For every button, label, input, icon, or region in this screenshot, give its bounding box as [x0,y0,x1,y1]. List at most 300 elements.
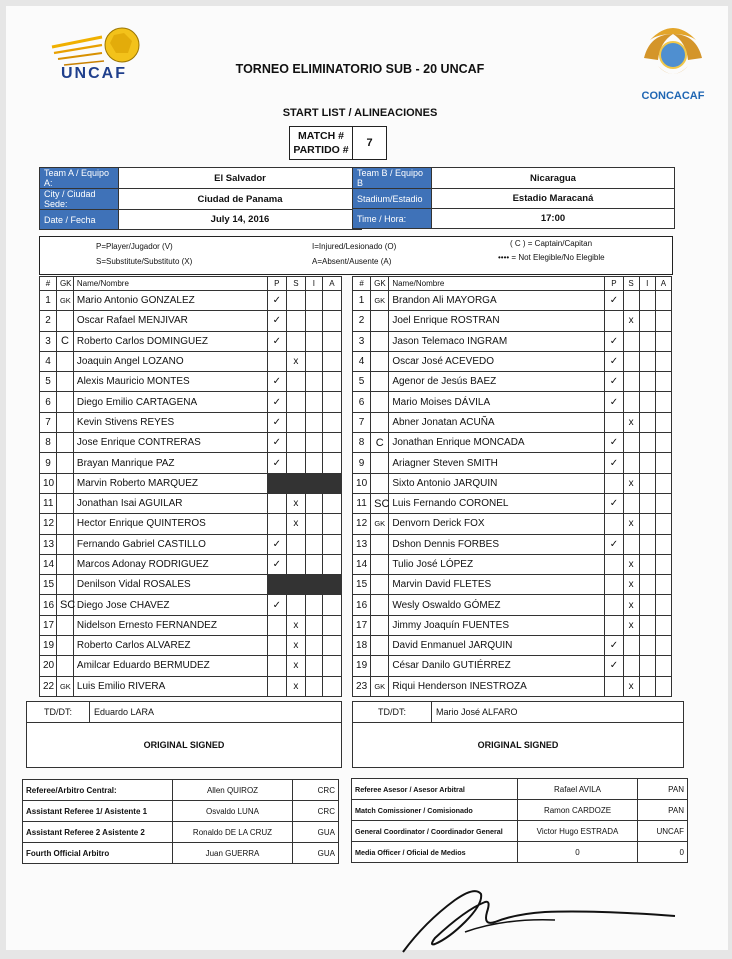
player-number: 16 [40,595,57,615]
player-number: 13 [353,534,371,554]
player-role-tag [371,575,389,595]
roster-row [353,311,672,331]
official-role: General Coordinator / Coordinador General [352,821,518,842]
officials-left [22,779,339,864]
official-name: Rafael AVILA [518,779,638,800]
mark-substitute [286,291,305,311]
mark-absent [655,636,671,656]
player-role-tag: GK [371,514,389,534]
official-country: CRC [293,780,339,801]
player-number: 10 [353,473,371,493]
mark-absent [655,372,671,392]
mark-player [267,676,286,696]
mark-injured [639,372,655,392]
mark-substitute: x [286,636,305,656]
roster-row [353,351,672,371]
mark-injured [639,534,655,554]
mark-injured [305,493,322,513]
mark-player [605,514,623,534]
player-name: Joaquin Angel LOZANO [73,351,267,371]
mark-injured [639,433,655,453]
official-country: GUA [293,822,339,843]
mark-substitute [286,554,305,574]
roster-row [353,615,672,635]
official-row [23,801,339,822]
official-name: Victor Hugo ESTRADA [518,821,638,842]
mark-substitute [286,595,305,615]
mark-player [605,575,623,595]
mark-injured [639,412,655,432]
player-name: Oscar José ACEVEDO [389,351,605,371]
time-value: 17:00 [432,209,675,229]
mark-player [605,473,623,493]
player-role-tag: GK [371,291,389,311]
mark-player [605,412,623,432]
player-role-tag [56,351,73,371]
mark-injured [639,493,655,513]
mark-absent [655,534,671,554]
official-role: Referee Asesor / Asesor Arbitral [352,779,518,800]
mark-player: ✓ [605,534,623,554]
player-role-tag [371,392,389,412]
stadium-label: Stadium/Estadio [353,189,432,209]
official-role: Fourth Official Arbitro [23,843,173,864]
player-number: 4 [353,351,371,371]
mark-injured [305,676,322,696]
player-role-tag [56,514,73,534]
coach-name: Eduardo LARA [90,702,342,723]
mark-injured [639,351,655,371]
player-role-tag: GK [56,676,73,696]
mark-substitute [623,534,639,554]
mark-injured [639,311,655,331]
player-number: 17 [353,615,371,635]
official-name: Allen QUIROZ [173,780,293,801]
player-number: 2 [353,311,371,331]
mark-substitute: x [623,575,639,595]
player-role-tag [371,412,389,432]
mark-absent [322,453,341,473]
team-a-label: Team A / Equipo A: [40,168,119,189]
roster-row [40,514,342,534]
roster-row [353,656,672,676]
player-number: 20 [40,656,57,676]
player-name: Abner Jonatan ACUÑA [389,412,605,432]
player-number: 11 [40,493,57,513]
mark-absent [655,351,671,371]
mark-absent [322,615,341,635]
player-number: 14 [353,554,371,574]
roster-row [40,412,342,432]
tournament-title: TORNEO ELIMINATORIO SUB - 20 UNCAF [235,62,485,76]
mark-injured [305,372,322,392]
mark-substitute: x [623,514,639,534]
col-num: # [353,277,371,291]
official-role: Match Comissioner / Comisionado [352,800,518,821]
mark-injured [305,331,322,351]
roster-row [40,493,342,513]
mark-injured [639,473,655,493]
col-name: Name/Nombre [73,277,267,291]
mark-substitute [623,331,639,351]
roster-row [40,372,342,392]
player-role-tag [56,433,73,453]
player-role-tag: GK [56,291,73,311]
player-name: Mario Antonio GONZALEZ [73,291,267,311]
city-value: Ciudad de Panama [119,189,362,210]
player-name: Jonathan Isai AGUILAR [73,493,267,513]
player-number: 17 [40,615,57,635]
official-country: PAN [638,800,688,821]
player-number: 12 [353,514,371,534]
mark-player [267,351,286,371]
mark-injured [639,554,655,574]
player-name: Alexis Mauricio MONTES [73,372,267,392]
mark-absent [655,331,671,351]
player-role-tag [371,453,389,473]
uncaf-logo [44,25,144,89]
player-number: 14 [40,554,57,574]
match-label: MATCH # PARTIDO # [290,127,353,159]
mark-player: ✓ [605,351,623,371]
mark-substitute [286,331,305,351]
player-number: 19 [353,656,371,676]
roster-row [40,291,342,311]
roster-row [40,636,342,656]
mark-injured [305,433,322,453]
coach-label: TD/DT: [27,702,90,723]
col-p: P [605,277,623,291]
mark-injured [639,392,655,412]
player-role-tag [371,331,389,351]
mark-player [605,676,623,696]
mark-injured [305,534,322,554]
official-row [352,842,688,863]
official-row [352,779,688,800]
player-name: Denilson Vidal ROSALES [73,575,267,595]
roster-row [353,433,672,453]
player-number: 3 [353,331,371,351]
mark-substitute [623,433,639,453]
player-role-tag: SC [371,493,389,513]
mark-injured [639,291,655,311]
mark-injured [305,636,322,656]
roster-row [353,554,672,574]
team-b-coach [352,701,684,768]
original-signed: ORIGINAL SIGNED [353,723,684,768]
official-name: Ronaldo DE LA CRUZ [173,822,293,843]
mark-substitute [623,392,639,412]
roster-row [353,493,672,513]
player-role-tag [371,534,389,554]
mark-absent [655,493,671,513]
mark-absent [655,311,671,331]
player-role-tag: C [56,331,73,351]
mark-injured [305,554,322,574]
mark-player: ✓ [605,656,623,676]
player-name: Marvin David FLETES [389,575,605,595]
mark-absent [322,676,341,696]
col-i: I [305,277,322,291]
mark-player: ✓ [605,331,623,351]
mark-substitute [623,372,639,392]
not-eligible-block [267,473,341,493]
team-b-name: Nicaragua [432,168,675,189]
roster-row [353,392,672,412]
player-role-tag [56,473,73,493]
mark-player [605,595,623,615]
official-name: Ramon CARDOZE [518,800,638,821]
official-country: CRC [293,801,339,822]
official-row [23,822,339,843]
mark-player: ✓ [605,433,623,453]
roster-row [40,554,342,574]
legend-substitute: S=Substitute/Substituto (X) [96,257,193,266]
player-name: Diego Emilio CARTAGENA [73,392,267,412]
player-name: Amilcar Eduardo BERMUDEZ [73,656,267,676]
mark-absent [322,493,341,513]
team-a-roster [39,276,342,697]
mark-substitute [286,433,305,453]
mark-substitute [286,453,305,473]
player-name: Brayan Manrique PAZ [73,453,267,473]
player-number: 19 [40,636,57,656]
mark-player: ✓ [267,534,286,554]
mark-substitute: x [286,676,305,696]
mark-absent [322,554,341,574]
mark-injured [639,331,655,351]
official-role: Referee/Arbitro Central: [23,780,173,801]
player-role-tag [371,554,389,574]
roster-row [40,392,342,412]
mark-absent [655,575,671,595]
player-name: David Enmanuel JARQUIN [389,636,605,656]
player-name: Jose Enrique CONTRERAS [73,433,267,453]
player-name: Mario Moises DÁVILA [389,392,605,412]
mark-absent [655,615,671,635]
player-role-tag [56,554,73,574]
roster-row [353,331,672,351]
mark-player: ✓ [267,372,286,392]
player-name: Oscar Rafael MENJIVAR [73,311,267,331]
mark-substitute: x [623,311,639,331]
mark-absent [322,595,341,615]
mark-player [267,493,286,513]
mark-player: ✓ [605,372,623,392]
roster-row [40,311,342,331]
mark-player: ✓ [605,493,623,513]
roster-row [40,656,342,676]
time-label: Time / Hora: [353,209,432,229]
player-role-tag [371,636,389,656]
mark-player: ✓ [267,291,286,311]
player-role-tag [56,453,73,473]
mark-injured [639,575,655,595]
roster-row [40,453,342,473]
mark-injured [639,595,655,615]
team-b-info [352,167,675,229]
roster-row [353,534,672,554]
roster-row [40,534,342,554]
mark-injured [305,514,322,534]
player-role-tag [56,412,73,432]
mark-substitute: x [623,554,639,574]
player-name: Luis Emilio RIVERA [73,676,267,696]
city-label: City / Ciudad Sede: [40,189,119,210]
mark-injured [639,615,655,635]
mark-substitute: x [623,412,639,432]
player-role-tag [371,311,389,331]
roster-row [40,433,342,453]
legend-box [39,236,673,275]
player-name: César Danilo GUTIÉRREZ [389,656,605,676]
official-country: PAN [638,779,688,800]
mark-injured [639,636,655,656]
mark-injured [305,291,322,311]
team-b-roster [352,276,672,697]
roster-row [353,575,672,595]
roster-row [353,636,672,656]
player-number: 18 [353,636,371,656]
player-name: Fernando Gabriel CASTILLO [73,534,267,554]
col-gk: GK [371,277,389,291]
col-gk: GK [56,277,73,291]
player-name: Jason Telemaco INGRAM [389,331,605,351]
player-number: 7 [40,412,57,432]
player-role-tag: C [371,433,389,453]
mark-player [267,656,286,676]
mark-player [267,636,286,656]
mark-substitute [623,636,639,656]
mark-injured [639,453,655,473]
team-a-name: El Salvador [119,168,362,189]
mark-player: ✓ [267,392,286,412]
player-name: Brandon Ali MAYORGA [389,291,605,311]
mark-substitute [286,392,305,412]
concacaf-logo-text: CONCACAF [641,90,705,102]
mark-injured [305,412,322,432]
official-role: Assistant Referee 2 Asistente 2 [23,822,173,843]
mark-absent [322,311,341,331]
mark-player: ✓ [267,595,286,615]
roster-row [353,514,672,534]
mark-substitute: x [286,514,305,534]
roster-row [40,595,342,615]
mark-injured [305,656,322,676]
mark-absent [322,656,341,676]
player-number: 5 [40,372,57,392]
player-number: 6 [40,392,57,412]
mark-substitute [623,656,639,676]
mark-absent [655,392,671,412]
player-number: 16 [353,595,371,615]
player-number: 7 [353,412,371,432]
mark-player [267,615,286,635]
player-number: 5 [353,372,371,392]
col-name: Name/Nombre [389,277,605,291]
mark-injured [305,351,322,371]
player-name: Roberto Carlos DOMINGUEZ [73,331,267,351]
roster-row [40,615,342,635]
mark-injured [639,656,655,676]
player-name: Roberto Carlos ALVAREZ [73,636,267,656]
roster-row [40,473,342,493]
player-name: Marcos Adonay RODRIGUEZ [73,554,267,574]
player-role-tag [371,656,389,676]
start-list-heading: START LIST / ALINEACIONES [282,107,438,119]
mark-injured [305,453,322,473]
roster-row [40,331,342,351]
roster-row [353,453,672,473]
roster-row [40,676,342,696]
player-name: Jonathan Enrique MONCADA [389,433,605,453]
mark-absent [322,331,341,351]
mark-absent [322,372,341,392]
player-name: Nidelson Ernesto FERNANDEZ [73,615,267,635]
date-value: July 14, 2016 [119,210,362,230]
mark-absent [322,412,341,432]
legend-injured: I=Injured/Lesionado (O) [312,242,397,251]
legend-absent: A=Absent/Ausente (A) [312,257,392,266]
official-row [23,843,339,864]
mark-substitute: x [623,473,639,493]
roster-row [353,412,672,432]
mark-absent [322,636,341,656]
mark-absent [322,433,341,453]
date-label: Date / Fecha [40,210,119,230]
official-row [352,800,688,821]
player-name: Marvin Roberto MARQUEZ [73,473,267,493]
mark-substitute [623,291,639,311]
player-role-tag [371,372,389,392]
mark-absent [655,595,671,615]
not-eligible-block [267,575,341,595]
mark-substitute: x [286,351,305,371]
col-p: P [267,277,286,291]
mark-player: ✓ [605,291,623,311]
legend-player: P=Player/Jugador (V) [96,242,173,251]
official-country: 0 [638,842,688,863]
player-role-tag [56,615,73,635]
player-name: Diego Jose CHAVEZ [73,595,267,615]
legend-not-eligible: •••• = Not Elegible/No Elegible [498,253,605,262]
roster-row [353,291,672,311]
mark-absent [655,291,671,311]
col-num: # [40,277,57,291]
player-name: Wesly Oswaldo GÓMEZ [389,595,605,615]
mark-injured [305,615,322,635]
official-country: UNCAF [638,821,688,842]
mark-substitute [286,412,305,432]
player-number: 12 [40,514,57,534]
mark-injured [639,514,655,534]
player-role-tag [56,372,73,392]
team-a-coach [26,701,342,768]
player-role-tag [371,351,389,371]
mark-substitute: x [623,615,639,635]
official-name: 0 [518,842,638,863]
player-role-tag [371,615,389,635]
mark-injured [305,392,322,412]
official-name: Juan GUERRA [173,843,293,864]
player-number: 13 [40,534,57,554]
mark-absent [655,433,671,453]
player-name: Tulio José LÓPEZ [389,554,605,574]
mark-substitute [286,534,305,554]
mark-substitute [623,493,639,513]
player-name: Denvorn Derick FOX [389,514,605,534]
team-b-label: Team B / Equipo B [353,168,432,189]
